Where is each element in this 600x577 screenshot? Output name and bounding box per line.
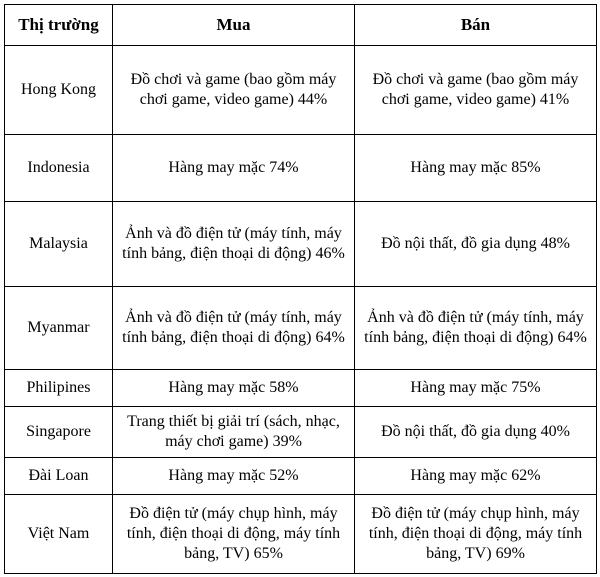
header-buy: Mua [113,5,355,46]
table-row [5,495,597,574]
sell-cell: Hàng may mặc 75% [355,370,597,407]
sell-cell: Đồ nội thất, đồ gia dụng 40% [355,407,597,458]
table-row [5,458,597,495]
buy-cell: Trang thiết bị giải trí (sách, nhạc, máy chơi game) 39% [113,407,355,458]
sell-cell: Đồ điện tử (máy chụp hình, máy tính, điện thoại di động, máy tính bảng, TV) 69% [355,495,597,574]
market-cell: Myanmar [5,287,113,370]
buy-cell: Ảnh và đồ điện tử (máy tính, máy tính bảng, điện thoại di động) 46% [113,202,355,287]
header-sell: Bán [355,5,597,46]
buy-cell: Hàng may mặc 58% [113,370,355,407]
table-header-row [5,5,597,46]
buy-cell: Ảnh và đồ điện tử (máy tính, máy tính bảng, điện thoại di động) 64% [113,287,355,370]
table-row [5,370,597,407]
table-row [5,135,597,202]
buy-cell: Đồ chơi và game (bao gồm máy chơi game, video game) 44% [113,46,355,135]
market-cell: Indonesia [5,135,113,202]
market-cell: Singapore [5,407,113,458]
sell-cell: Ảnh và đồ điện tử (máy tính, máy tính bảng, điện thoại di động) 64% [355,287,597,370]
table-row [5,46,597,135]
buy-cell: Hàng may mặc 74% [113,135,355,202]
market-cell: Philipines [5,370,113,407]
sell-cell: Hàng may mặc 62% [355,458,597,495]
market-cell: Việt Nam [5,495,113,574]
market-cell: Malaysia [5,202,113,287]
buy-cell: Đồ điện tử (máy chụp hình, máy tính, điện thoại di động, máy tính bảng, TV) 65% [113,495,355,574]
market-cell: Đài Loan [5,458,113,495]
table-row [5,407,597,458]
market-table [4,4,597,574]
buy-cell: Hàng may mặc 52% [113,458,355,495]
sell-cell: Đồ nội thất, đồ gia dụng 48% [355,202,597,287]
table-row [5,202,597,287]
sell-cell: Hàng may mặc 85% [355,135,597,202]
header-market: Thị trường [5,5,113,46]
table-row [5,287,597,370]
sell-cell: Đồ chơi và game (bao gồm máy chơi game, video game) 41% [355,46,597,135]
market-cell: Hong Kong [5,46,113,135]
